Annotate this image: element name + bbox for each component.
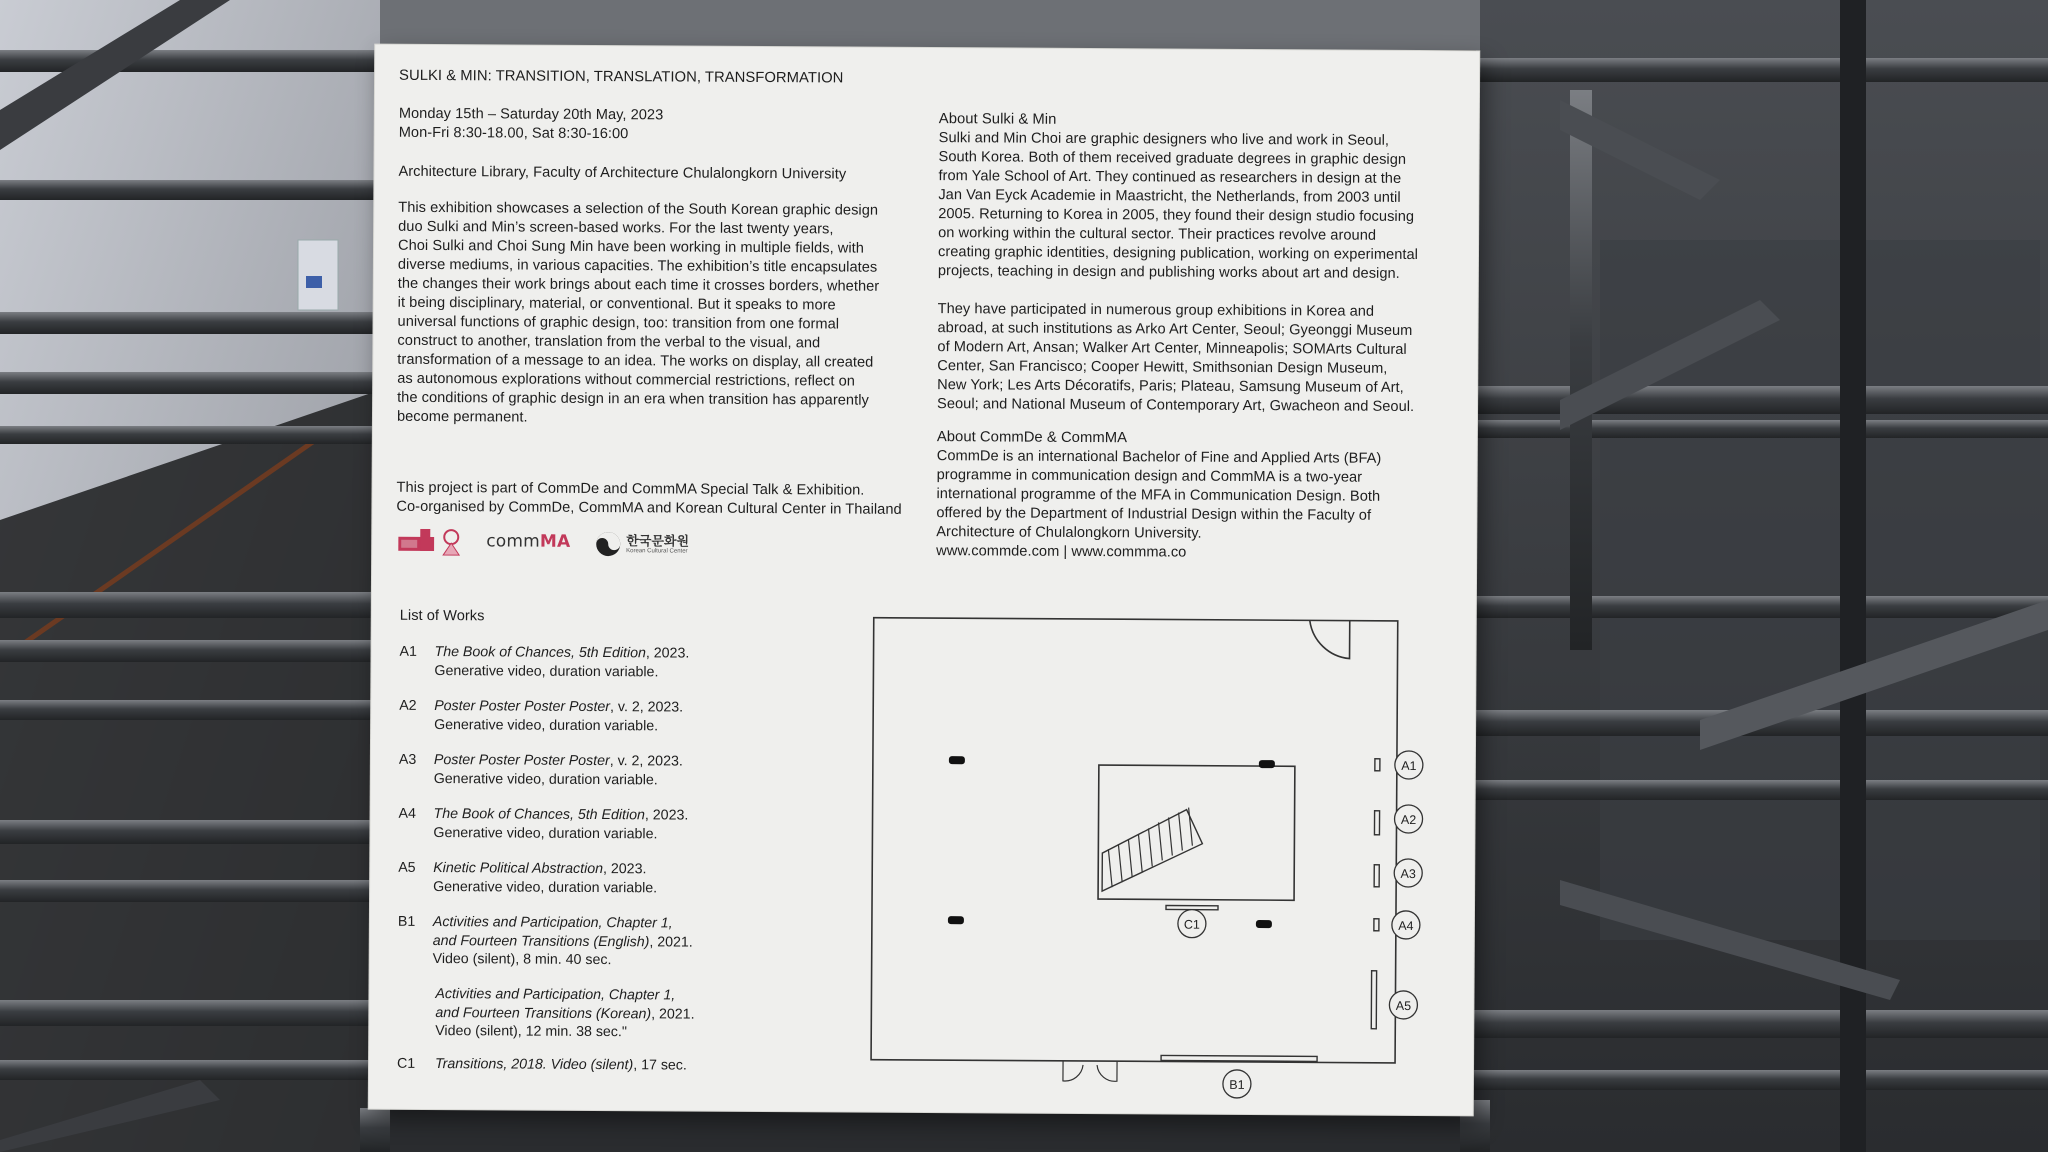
work-medium: Video (silent), 8 min. 40 sec. <box>432 951 612 969</box>
work-title: Poster Poster Poster Poster <box>434 698 611 716</box>
work-year: , 17 sec. <box>633 1057 687 1074</box>
work-year: , 2023. <box>645 645 690 662</box>
exhibitions-line: of Modern Art, Ansan; Walker Art Center, Minneapolis; SOMArts Cultural <box>937 339 1407 358</box>
description-line: Choi Sulki and Choi Sung Min have been working in multiple fields, with <box>397 237 865 257</box>
project-credit <box>396 479 902 520</box>
venue: Architecture Library, Faculty of Architecture Chulalongkorn University <box>398 163 847 183</box>
about-line: 2005. Returning to Korea in 2005, they found their design studio focusing <box>938 206 1415 225</box>
exhibitions-line: abroad, at such institutions as Arko Art Center, Seoul; Gyeonggi Museum <box>937 320 1413 339</box>
commma-logo-ma: MA <box>539 531 571 552</box>
work-medium: Generative video, duration variable. <box>433 824 658 842</box>
description-line: This exhibition showcases a selection of the South Korean graphic design <box>398 199 879 219</box>
work-medium: Video (silent), 12 min. 38 sec." <box>435 1023 627 1041</box>
project-line: Co-organised by CommDe, CommMA and Korean Cultural Center in Thailand <box>396 498 902 518</box>
date-range: Monday 15th – Saturday 20th May, 2023 <box>398 105 664 124</box>
exhibitions-line: Center, San Francisco; Cooper Hewitt, Smithsonian Design Museum, <box>937 358 1388 377</box>
about-line: South Korea. Both of them received graduate degrees in graphic design <box>938 149 1407 168</box>
work-year: , v. 2, 2023. <box>609 753 683 770</box>
work-title-cont: and Fourteen Transitions (Korean) <box>435 1004 652 1022</box>
work-code: A5 <box>398 859 416 876</box>
about-line: Sulki and Min Choi are graphic designers who live and work in Seoul, <box>938 130 1390 149</box>
plan-label-a1: A1 <box>1401 758 1417 774</box>
about-line: on working within the cultural sector. Their practices revolve around <box>938 225 1377 244</box>
door-arc <box>1310 620 1350 658</box>
about-line: from Yale School of Art. They continued as researchers in design at the <box>938 168 1402 187</box>
about-line: Architecture of Chulalongkorn University. <box>936 524 1202 542</box>
exhibition-dates <box>399 105 664 145</box>
about-sulki-min <box>938 110 1419 284</box>
about-exhibitions <box>937 300 1415 417</box>
exhibitions-line: New York; Les Arts Décoratifs, Paris; Plateau, Samsung Museum of Art, <box>937 377 1404 396</box>
work-code: A4 <box>398 805 416 822</box>
kcc-logo-subtext: Korean Cultural Center <box>626 548 688 555</box>
description-line: duo Sulki and Min’s screen-based works. For the last twenty years, <box>398 218 834 238</box>
kcc-logo-text: 한국문화원 <box>626 533 690 549</box>
chula-seal-icon <box>440 527 462 557</box>
work-code: A2 <box>399 697 417 714</box>
floor-plan <box>861 612 1464 1106</box>
commma-logo-text: comm <box>486 531 540 552</box>
sponsor-logos <box>398 527 728 563</box>
work-year: , 2023. <box>644 807 689 824</box>
plan-label-b1: B1 <box>1229 1077 1245 1092</box>
taegeuk-icon <box>594 530 622 558</box>
description-line: universal functions of graphic design, too: transition from one formal <box>397 313 840 333</box>
about-line: creating graphic identities, designing publication, working on experimental <box>937 244 1418 264</box>
list-of-works-heading: List of Works <box>399 607 485 625</box>
about-sulki-heading: About Sulki & Min <box>938 111 1057 128</box>
description-line: diverse mediums, in various capacities. The exhibition’s title encapsulates <box>397 256 878 276</box>
plan-label-a3: A3 <box>1400 866 1416 882</box>
description-line: it being disciplinary, material, or conventional. But it speaks to more <box>397 294 836 314</box>
website-links: www.commde.com | www.commma.co <box>936 543 1187 561</box>
plan-label-c1: C1 <box>1183 917 1200 932</box>
about-commde-heading: About CommDe & CommMA <box>936 429 1128 447</box>
commde-logo <box>398 529 434 555</box>
about-line: programme in communication design and CommMA is a two-year <box>936 467 1363 486</box>
exhibition-description <box>397 199 880 430</box>
work-code: A3 <box>398 751 417 768</box>
project-line: This project is part of CommDe and CommMA Special Talk & Exhibition. <box>396 479 865 499</box>
kcc-logo <box>594 530 724 561</box>
work-title-cont: and Fourteen Transitions (English) <box>432 932 650 950</box>
commma-logo <box>486 531 570 552</box>
description-line: as autonomous explorations without commercial restrictions, reflect on <box>397 370 855 390</box>
work-title: Kinetic Political Abstraction <box>433 860 604 878</box>
description-line: transformation of a message to an idea. The works on display, all created <box>397 351 874 371</box>
exhibitions-line: They have participated in numerous group exhibitions in Korea and <box>937 301 1375 320</box>
work-year: , 2021. <box>649 933 693 951</box>
work-medium: Generative video, duration variable. <box>433 770 658 788</box>
description-line: become permanent. <box>396 408 528 426</box>
columns <box>948 756 1275 928</box>
exhibitions-line: Seoul; and National Museum of Contemporary Art, Gwacheon and Seoul. <box>937 396 1415 415</box>
about-line: CommDe is an international Bachelor of Fine and Applied Arts (BFA) <box>936 448 1382 467</box>
plan-label-a2: A2 <box>1400 812 1417 828</box>
work-title: Transitions, 2018. Video (silent) <box>434 1056 634 1074</box>
entrance-door <box>1063 1061 1117 1081</box>
description-line: the changes their work brings about each time it crosses borders, whether <box>397 275 880 295</box>
plan-label-a4: A4 <box>1398 918 1414 933</box>
plan-label-a5: A5 <box>1395 998 1412 1013</box>
about-line: projects, teaching in design and publishing works about art and design. <box>937 263 1400 282</box>
work-year: , v. 2, 2023. <box>610 699 684 716</box>
work-code: A1 <box>399 643 417 660</box>
work-title: Activities and Participation, Chapter 1, <box>435 986 676 1004</box>
poster-title: SULKI & MIN: TRANSITION, TRANSLATION, TRANSFORMATION <box>399 67 844 87</box>
work-medium: Generative video, duration variable. <box>434 662 659 680</box>
about-line: offered by the Department of Industrial Design within the Faculty of <box>936 505 1372 524</box>
work-title: Poster Poster Poster Poster <box>433 752 610 770</box>
work-year: , 2023. <box>602 861 647 878</box>
work-title: Activities and Participation, Chapter 1, <box>432 914 673 932</box>
work-year: , 2021. <box>651 1005 695 1023</box>
work-code: B1 <box>397 913 416 930</box>
stair-block <box>1102 807 1203 892</box>
work-title: The Book of Chances, 5th Edition <box>433 806 645 824</box>
about-line: Jan Van Eyck Academie in Maastricht, the Netherlands, from 2003 until <box>938 187 1401 206</box>
description-line: the conditions of graphic design in an era when transition has apparently <box>397 389 869 409</box>
opening-hours: Mon-Fri 8:30-18.00, Sat 8:30-16:00 <box>398 124 629 143</box>
work-medium: Generative video, duration variable. <box>433 878 658 896</box>
description-line: construct to another, translation from the verbal to the visual, and <box>397 332 821 352</box>
work-medium: Generative video, duration variable. <box>434 716 659 734</box>
about-commde-commma <box>936 428 1381 564</box>
exhibition-poster <box>369 45 1479 1116</box>
work-title: The Book of Chances, 5th Edition <box>434 644 646 662</box>
about-line: international programme of the MFA in Communication Design. Both <box>936 486 1381 505</box>
work-code: C1 <box>396 1055 416 1072</box>
